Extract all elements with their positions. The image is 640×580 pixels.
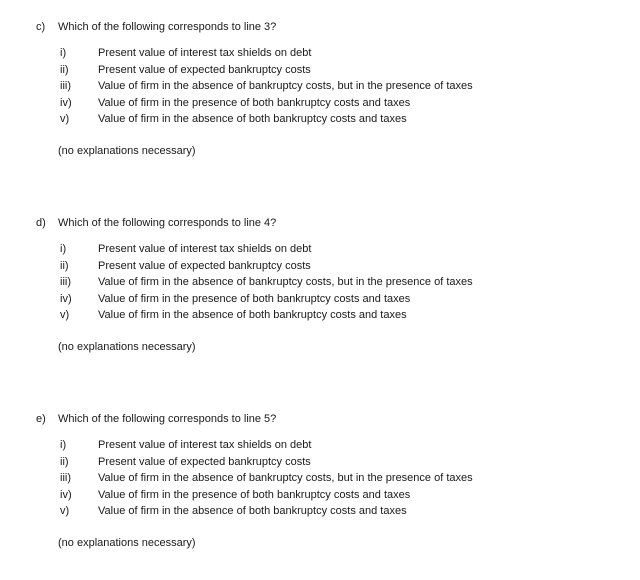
option-number: i): [60, 47, 67, 59]
option-item: [60, 241, 626, 258]
question-header: [36, 215, 626, 231]
option-text: Present value of expected bankruptcy costs: [98, 455, 311, 468]
option-text: Value of firm in the presence of both bankruptcy costs and taxes: [98, 488, 411, 501]
question-letter: e): [36, 413, 46, 425]
option-item: [60, 454, 626, 471]
option-item: [60, 487, 626, 504]
option-item: [60, 62, 626, 79]
option-number: iii): [60, 80, 71, 92]
option-number: iv): [60, 488, 72, 501]
option-text: Present value of interest tax shields on debt: [98, 439, 312, 451]
option-item: [60, 291, 626, 308]
question-prompt: Which of the following corresponds to line 3?: [58, 21, 277, 33]
option-number: v): [60, 309, 70, 321]
option-list: [60, 241, 626, 324]
question-prompt: Which of the following corresponds to line 4?: [58, 217, 277, 229]
option-number: ii): [60, 63, 69, 76]
option-list: [60, 437, 626, 520]
option-item: [60, 78, 626, 95]
option-text: Value of firm in the absence of both bankruptcy costs and taxes: [98, 309, 407, 321]
option-number: v): [60, 505, 70, 517]
option-number: iii): [60, 276, 71, 288]
option-number: ii): [60, 455, 69, 468]
option-text: Present value of expected bankruptcy costs: [98, 63, 311, 76]
option-text: Value of firm in the absence of both bankruptcy costs and taxes: [98, 113, 407, 125]
question-d: [36, 215, 626, 355]
option-text: Present value of interest tax shields on debt: [98, 47, 312, 59]
option-list: [60, 45, 626, 128]
option-item: [60, 95, 626, 112]
option-number: iv): [60, 292, 72, 305]
option-number: i): [60, 243, 67, 255]
option-item: [60, 503, 626, 520]
option-number: iii): [60, 472, 71, 484]
option-item: [60, 258, 626, 275]
option-item: [60, 437, 626, 454]
option-number: ii): [60, 259, 69, 272]
question-letter: c): [36, 21, 46, 33]
question-prompt: Which of the following corresponds to line 5?: [58, 413, 277, 425]
option-item: [60, 274, 626, 291]
question-header: [36, 19, 626, 35]
question-c: [36, 19, 626, 159]
option-text: Present value of expected bankruptcy costs: [98, 259, 311, 272]
option-item: [60, 45, 626, 62]
option-item: [60, 470, 626, 487]
question-note: (no explanations necessary): [58, 340, 196, 353]
question-e: [36, 411, 626, 551]
option-text: Present value of interest tax shields on debt: [98, 243, 312, 255]
option-text: Value of firm in the absence of bankruptcy costs, but in the presence of taxes: [98, 80, 473, 92]
question-header: [36, 411, 626, 427]
question-letter: d): [36, 217, 46, 229]
option-number: iv): [60, 96, 72, 109]
option-text: Value of firm in the absence of bankruptcy costs, but in the presence of taxes: [98, 472, 473, 484]
option-number: v): [60, 113, 70, 125]
option-text: Value of firm in the absence of bankruptcy costs, but in the presence of taxes: [98, 276, 473, 288]
question-note: (no explanations necessary): [58, 144, 196, 157]
option-text: Value of firm in the absence of both bankruptcy costs and taxes: [98, 505, 407, 517]
option-item: [60, 111, 626, 128]
option-text: Value of firm in the presence of both bankruptcy costs and taxes: [98, 96, 411, 109]
question-note: (no explanations necessary): [58, 536, 196, 549]
option-item: [60, 307, 626, 324]
option-number: i): [60, 439, 67, 451]
option-text: Value of firm in the presence of both bankruptcy costs and taxes: [98, 292, 411, 305]
